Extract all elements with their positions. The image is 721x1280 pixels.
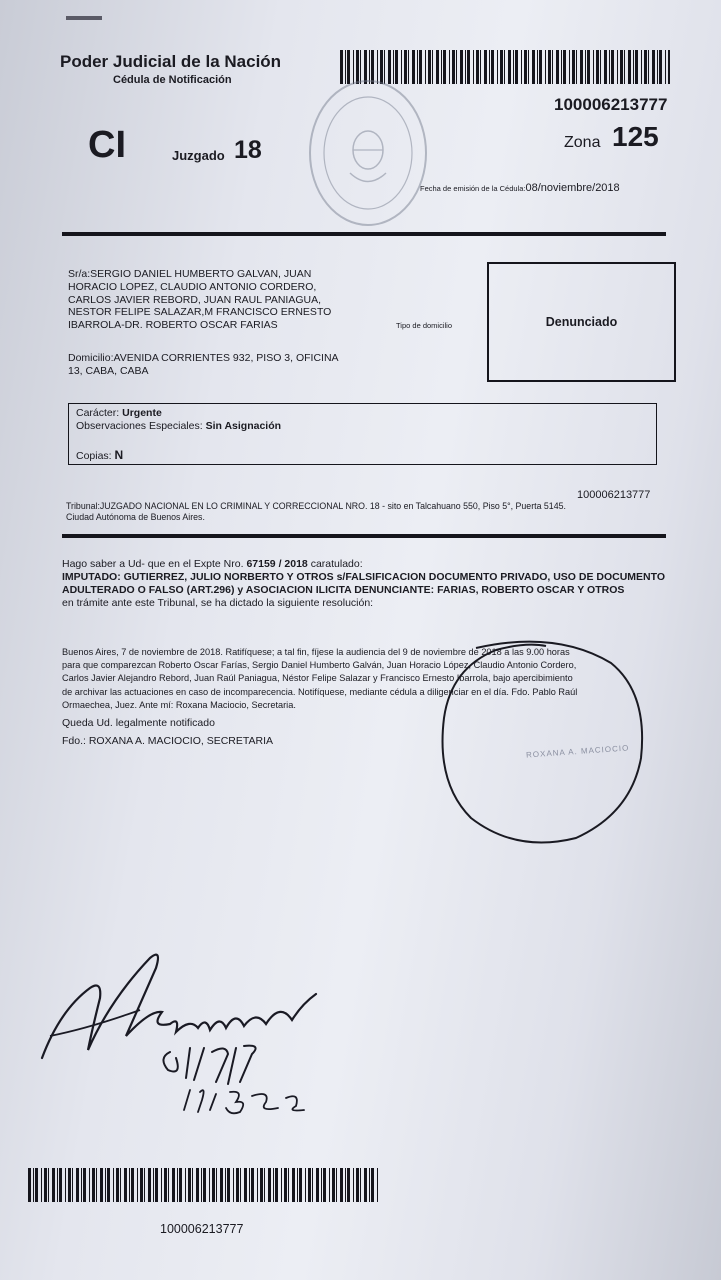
divider-top xyxy=(62,232,666,236)
corner-mark xyxy=(66,16,102,20)
copias-line xyxy=(76,448,123,462)
barcode-number-top: 100006213777 xyxy=(554,95,668,114)
juzgado-number: 18 xyxy=(234,136,262,164)
argentina-seal-icon xyxy=(306,78,430,228)
tipo-domicilio-box: Denunciado xyxy=(487,262,676,382)
secretary-stamp: ROXANA A. MACIOCIO xyxy=(525,743,630,760)
resolution-line: para que comparezcan Roberto Oscar Farías, Sergio Daniel Humberto Galván, Juan Horacio López, Claudio Antonio Cordero, xyxy=(62,660,577,671)
recipient-line: NESTOR FELIPE SALAZAR,M FRANCISCO ERNESTO xyxy=(68,306,332,319)
recipient-line: HORACIO LOPEZ, CLAUDIO ANTONIO CORDERO, xyxy=(68,280,317,293)
barcode-number-bottom: 100006213777 xyxy=(160,1222,244,1236)
recipient-line: Sr/a:SERGIO DANIEL HUMBERTO GALVAN, JUAN xyxy=(68,268,312,280)
notification-body xyxy=(62,558,666,610)
queda-notificado: Queda Ud. legalmente notificado xyxy=(62,717,215,729)
handdrawn-circle xyxy=(436,638,651,848)
intro-suffix: caratulado: xyxy=(310,558,363,570)
domicilio xyxy=(68,352,383,378)
juzgado-label: Juzgado xyxy=(172,148,225,163)
caratula: IMPUTADO: GUTIERREZ, JULIO NORBERTO Y OTROS s/FALSIFICACION DOCUMENTO PRIVADO, USO DE DOCUMENTO ADULTERADO O FALSO (ART.296) y ASOCIACION ILICITA DENUNCIANTE: FARIAS, ROBERTO OSCAR Y OTROS xyxy=(62,571,666,596)
observaciones-label: Observaciones Especiales: xyxy=(76,420,203,432)
zona-number: 125 xyxy=(612,121,659,152)
resolution-line: de archivar las actuaciones en caso de incomparecencia. Notifíquese, mediante cédula a diligenciar en el día. Fdo. Pablo Raúl xyxy=(62,686,578,697)
tipo-domicilio-label: Tipo de domicilio xyxy=(396,321,452,330)
handwritten-signature xyxy=(30,940,330,1120)
resolution-line: Ormaechea, Juez. Ante mí: Roxana Maciocio, Secretaria. xyxy=(62,699,296,710)
resolution-line: Carlos Javier Alejandro Rebord, Juan Raúl Paniagua, Néstor Felipe Salazar y Francisco Ernesto Ibarrola, bajo apercibimiento xyxy=(62,673,573,684)
copias-value: N xyxy=(114,448,124,462)
tribunal-address xyxy=(66,501,666,523)
domicilio-line: 13, CABA, CABA xyxy=(68,365,149,377)
tribunal-code: 100006213777 xyxy=(577,489,651,501)
intro-prefix: Hago saber a Ud- que en el Expte Nro. xyxy=(62,558,244,570)
barcode-bottom xyxy=(28,1168,380,1202)
caracter-value: Urgente xyxy=(122,407,162,419)
caracter-line xyxy=(76,407,162,419)
recipient-names xyxy=(68,268,383,332)
expte-number: 67159 / 2018 xyxy=(246,558,308,570)
type-code: CI xyxy=(88,124,126,166)
firma-secretaria: Fdo.: ROXANA A. MACIOCIO, SECRETARIA xyxy=(62,735,274,747)
tribunal-line: Tribunal:JUZGADO NACIONAL EN LO CRIMINAL Y CORRECCIONAL NRO. 18 - sito en Talcahuano 550, Piso 5°, Puerta 5145. xyxy=(66,501,566,511)
copias-label: Copias: xyxy=(76,450,112,462)
document-subtitle: Cédula de Notificación xyxy=(113,74,232,86)
institution-title: Poder Judicial de la Nación xyxy=(60,52,282,71)
observaciones-line xyxy=(76,420,281,432)
divider-bottom xyxy=(62,534,666,538)
resolution-line: Buenos Aires, 7 de noviembre de 2018. Ratifíquese; a tal fin, fíjese la audiencia del 9 de noviembre de 2018 a las 9.00 horas xyxy=(62,647,570,657)
observaciones-value: Sin Asignación xyxy=(205,420,282,432)
intro-line xyxy=(62,558,666,571)
emission-date-label: Fecha de emisión de la Cédula: xyxy=(420,184,526,193)
recipient-line: IBARROLA-DR. ROBERTO OSCAR FARIAS xyxy=(68,319,278,332)
caracter-label: Carácter: xyxy=(76,407,120,419)
caracter-box xyxy=(68,403,657,465)
domicilio-line: Domicilio:AVENIDA CORRIENTES 932, PISO 3, OFICINA xyxy=(68,352,339,364)
emission-date xyxy=(420,182,620,194)
zona-label: Zona xyxy=(564,134,601,151)
tribunal-line: Ciudad Autónoma de Buenos Aires. xyxy=(66,512,205,522)
tramite-line: en trámite ante este Tribunal, se ha dictado la siguiente resolución: xyxy=(62,597,374,609)
recipient-line: CARLOS JAVIER REBORD, JUAN RAUL PANIAGUA, xyxy=(68,293,322,306)
emission-date-value: 08/noviembre/2018 xyxy=(525,182,620,194)
